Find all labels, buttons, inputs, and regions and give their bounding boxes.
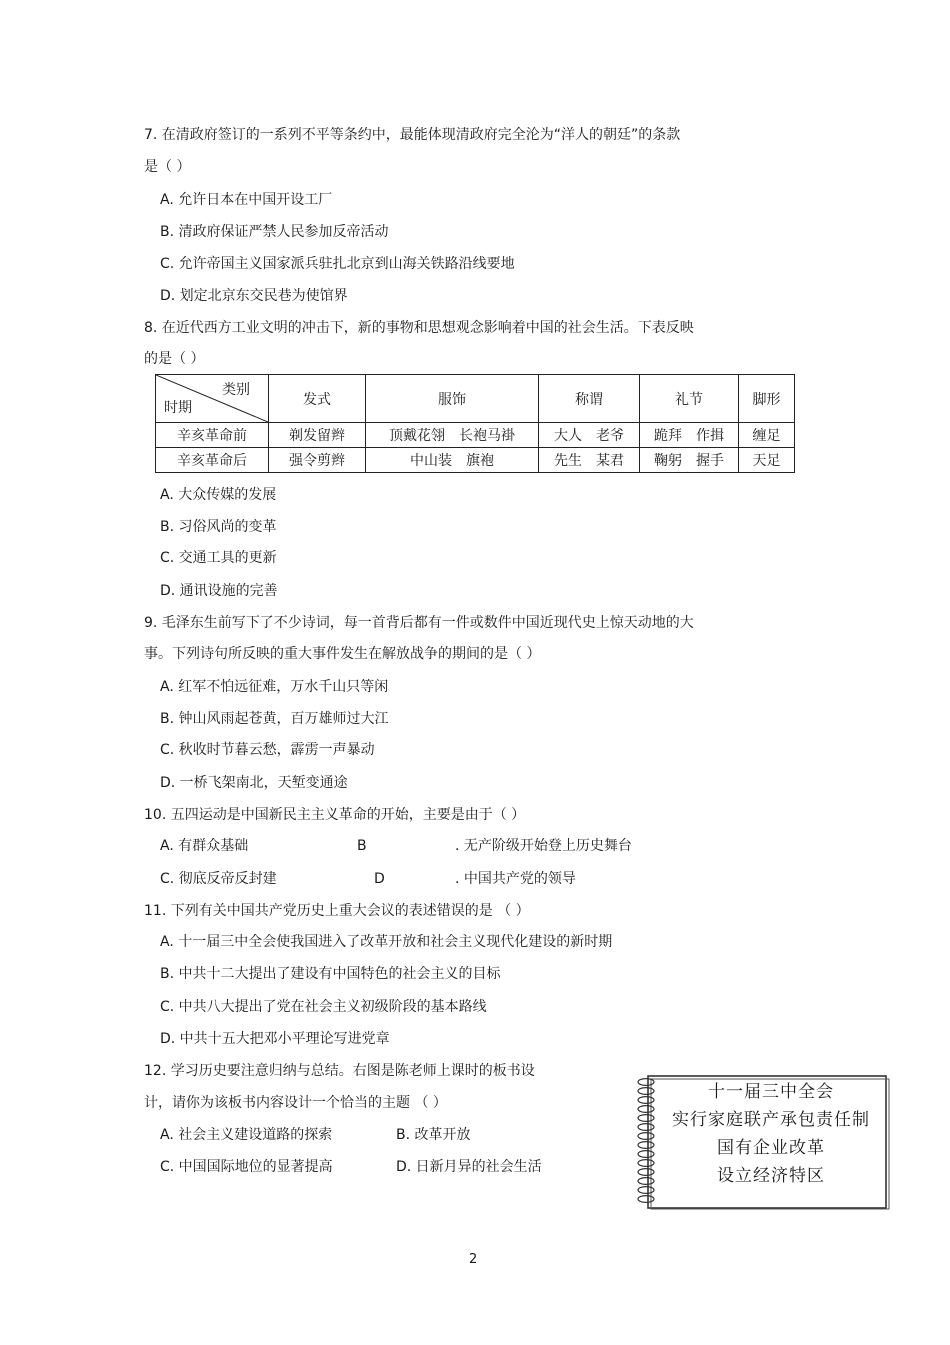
board-line-2: 实行家庭联产承包责任制 (672, 1110, 870, 1130)
q11-stem: 11. 下列有关中国共产党历史上重大会议的表述错误的是 （ ） (144, 903, 530, 919)
board-line-1: 十一届三中全会 (708, 1082, 834, 1102)
cell-address-item: 老爷 (596, 428, 624, 444)
q8-stem-line2: 的是（ ） (144, 351, 205, 367)
table-row (156, 448, 795, 473)
cell-address-item: 某君 (596, 453, 624, 469)
page-number: 2 (469, 1252, 478, 1267)
cell-dress-item: 长袍马褂 (459, 428, 515, 444)
cell-hair: 剃发留辫 (269, 423, 366, 448)
q10-option-d-text: . 中国共产党的领导 (455, 871, 576, 887)
cell-etiquette-item: 作揖 (696, 428, 724, 444)
q12-option-a: A. 社会主义建设道路的探索 (160, 1127, 333, 1143)
cell-address-item: 大人 (554, 428, 582, 444)
q9-option-a: A. 红军不怕远征难，万水千山只等闲 (160, 679, 389, 695)
cell-feet: 缠足 (739, 423, 795, 448)
cell-dress-item: 顶戴花翎 (389, 428, 445, 444)
q9-stem-line1: 9. 毛泽东生前写下了不少诗词，每一首背后都有一件或数件中国近现代史上惊天动地的大 (144, 615, 694, 631)
q10-option-c: C. 彻底反帝反封建 (160, 871, 277, 887)
cell-period: 辛亥革命后 (156, 448, 269, 473)
q8-stem-line1: 8. 在近代西方工业文明的冲击下，新的事物和思想观念影响着中国的社会生活。下表反映 (144, 320, 694, 336)
q12-option-d: D. 日新月异的社会生活 (396, 1159, 542, 1175)
q10-option-a: A. 有群众基础 (160, 838, 249, 854)
q9-option-d: D. 一桥飞架南北，天堑变通途 (160, 775, 348, 791)
board-line-4: 设立经济特区 (717, 1166, 825, 1186)
q8-option-d: D. 通讯设施的完善 (160, 583, 278, 599)
corner-label-category: 类别 (222, 382, 250, 398)
q9-option-b: B. 钟山风雨起苍黄，百万雄师过大江 (160, 711, 389, 727)
q10-option-b-text: . 无产阶级开始登上历史舞台 (455, 838, 632, 854)
corner-label-period: 时期 (164, 400, 192, 416)
table-header-row (156, 375, 795, 423)
q7-option-d: D. 划定北京东交民巷为使馆界 (160, 288, 348, 304)
header-hair: 发式 (269, 375, 366, 423)
table-row (156, 423, 795, 448)
q10-option-d-letter: D (374, 871, 385, 887)
cell-period: 辛亥革命前 (156, 423, 269, 448)
cell-dress-item: 中山装 (410, 453, 452, 469)
cell-etiquette-item: 握手 (696, 453, 724, 469)
cell-hair: 强令剪辫 (269, 448, 366, 473)
q7-option-a: A. 允许日本在中国开设工厂 (160, 192, 333, 208)
cell-address (539, 448, 640, 473)
cell-feet: 天足 (739, 448, 795, 473)
header-dress: 服饰 (366, 375, 539, 423)
q12-option-b: B. 改革开放 (396, 1127, 471, 1143)
q7-option-b: B. 清政府保证严禁人民参加反帝活动 (160, 224, 389, 240)
q8-option-b: B. 习俗风尚的变革 (160, 519, 277, 535)
cell-dress (366, 423, 539, 448)
q9-stem-line2: 事。下列诗句所反映的重大事件发生在解放战争的期间的是（ ） (144, 646, 541, 662)
q7-stem-line1: 7. 在清政府签订的一系列不平等条约中，最能体现清政府完全沦为“洋人的朝廷”的条款 (144, 127, 681, 143)
q10-stem: 10. 五四运动是中国新民主主义革命的开始，主要是由于（ ） (144, 807, 526, 823)
q12-stem-line2: 计，请你为该板书内容设计一个恰当的主题 （ ） (144, 1095, 447, 1111)
q7-option-c: C. 允许帝国主义国家派兵驻扎北京到山海关铁路沿线要地 (160, 256, 515, 272)
cell-dress-item: 旗袍 (466, 453, 494, 469)
cell-etiquette (640, 423, 739, 448)
cell-etiquette-item: 跪拜 (654, 428, 682, 444)
q11-option-d: D. 中共十五大把邓小平理论写进党章 (160, 1031, 390, 1047)
blackboard-notebook-figure (634, 1072, 890, 1212)
cell-etiquette-item: 鞠躬 (654, 453, 682, 469)
cell-etiquette (640, 448, 739, 473)
header-feet: 脚形 (739, 375, 795, 423)
cell-address-item: 先生 (554, 453, 582, 469)
q7-stem-line2: 是（ ） (144, 159, 191, 175)
q11-option-a: A. 十一届三中全会使我国进入了改革开放和社会主义现代化建设的新时期 (160, 934, 613, 950)
header-address: 称谓 (539, 375, 640, 423)
board-line-3: 国有企业改革 (717, 1138, 825, 1158)
q11-option-b: B. 中共十二大提出了建设有中国特色的社会主义的目标 (160, 966, 501, 982)
q11-option-c: C. 中共八大提出了党在社会主义初级阶段的基本路线 (160, 999, 487, 1015)
q8-option-c: C. 交通工具的更新 (160, 550, 277, 566)
q10-option-b-letter: B (357, 838, 367, 854)
table-corner-cell (156, 375, 269, 423)
cell-dress (366, 448, 539, 473)
q9-option-c: C. 秋收时节暮云愁，霹雳一声暴动 (160, 742, 375, 758)
customs-table (155, 374, 795, 473)
header-etiquette: 礼节 (640, 375, 739, 423)
q12-stem-line1: 12. 学习历史要注意归纳与总结。右图是陈老师上课时的板书设 (144, 1063, 535, 1079)
q12-option-c: C. 中国国际地位的显著提高 (160, 1159, 333, 1175)
cell-address (539, 423, 640, 448)
q8-option-a: A. 大众传媒的发展 (160, 487, 277, 503)
